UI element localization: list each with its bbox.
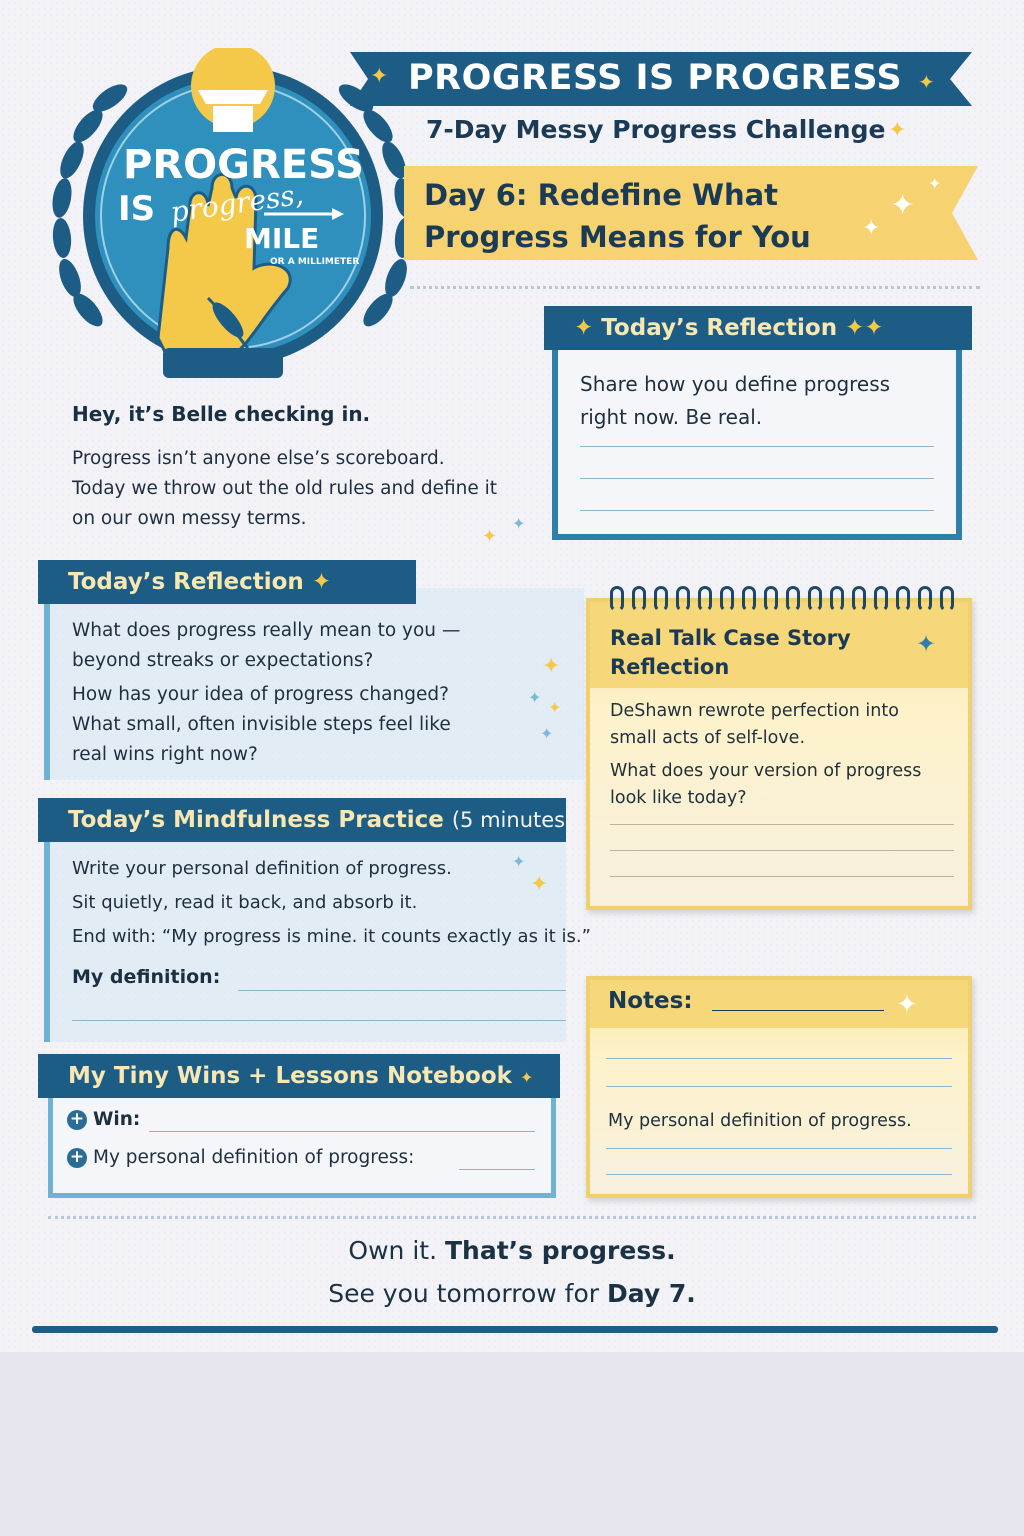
mindfulness-box [44, 830, 591, 1042]
answer-line [580, 446, 934, 447]
case-story-line-1: DeShawn rewrote perfection into [610, 701, 899, 721]
footer-own-it: Own it. [348, 1236, 438, 1265]
logo-word-progress: PROGRESS [123, 142, 364, 188]
case-story-notepad: Real Talk Case Story Reflection ✦ DeShawn rewrote perfection into small acts of self-love. What does your version of progress look like today? [586, 598, 972, 910]
challenge-subtitle: 7-Day Messy Progress Challenge [426, 115, 886, 144]
case-story-heading-2: Reflection [610, 655, 730, 679]
logo-millimeter: OR A MILLIMETER [270, 257, 360, 267]
title-banner: ✦ PROGRESS IS PROGRESS ✦ [350, 52, 972, 106]
footer-day-7: Day 7. [607, 1279, 696, 1308]
reflection-top-box [552, 330, 962, 540]
tiny-wins-header: My Tiny Wins + Lessons Notebook ✦ [38, 1054, 560, 1098]
tiny-wins-heading: My Tiny Wins + Lessons Notebook [68, 1063, 512, 1089]
definition-line[interactable] [72, 1020, 566, 1021]
win-label: Win: [93, 1109, 141, 1130]
notes-line[interactable] [606, 1174, 952, 1175]
mindfulness-line-2: Sit quietly, read it back, and absorb it. [72, 892, 418, 913]
reflection-top-prompt-2: right now. Be real. [580, 405, 763, 429]
reflection-left-line-1: What does progress really mean to you — [72, 620, 461, 641]
case-story-line-2: small acts of self-love. [610, 728, 806, 748]
footer-see-you: See you tomorrow for [328, 1279, 600, 1308]
case-story-line-4: look like today? [610, 788, 747, 808]
notes-line[interactable] [606, 1058, 952, 1059]
reflection-left-line-5: real wins right now? [72, 744, 258, 765]
reflection-top-header: ✦ Today’s Reflection ✦✦ [544, 306, 972, 350]
footer-line-1 [0, 1236, 1024, 1265]
answer-line[interactable] [610, 876, 954, 877]
reflection-left-heading: Today’s Reflection [68, 569, 304, 595]
footer-line-2 [0, 1279, 1024, 1308]
reflection-top-prompt-1: Share how you define progress [580, 372, 891, 396]
notes-line[interactable] [606, 1148, 952, 1149]
notes-title-line[interactable] [712, 1010, 884, 1011]
answer-line[interactable] [610, 824, 954, 825]
footer-thats-progress: That’s progress. [444, 1236, 676, 1265]
reflection-left-header: Today’s Reflection ✦ [38, 560, 416, 604]
answer-line[interactable] [610, 850, 954, 851]
intro-greeting: Hey, it’s Belle checking in. [72, 402, 371, 426]
intro-line-2: Today we throw out the old rules and define it [72, 478, 498, 499]
intro-section [72, 402, 542, 534]
logo-word-is: IS [118, 189, 156, 229]
day-banner: Day 6: Redefine What Progress Means for You ✦ ✦ ✦ [404, 166, 978, 260]
reflection-left-line-3: How has your idea of progress changed? [72, 684, 449, 705]
reflection-left-line-4: What small, often invisible steps feel like [72, 714, 451, 735]
case-story-heading-1: Real Talk Case Story [610, 626, 851, 650]
my-definition-label: My definition: [72, 966, 221, 988]
intro-line-1: Progress isn’t anyone else’s scoreboard. [72, 448, 445, 469]
page-title: PROGRESS IS PROGRESS [408, 58, 903, 98]
tiny-wins-box [48, 1086, 556, 1198]
intro-line-3: on our own messy terms. [72, 508, 307, 529]
definition-line[interactable] [238, 990, 566, 991]
notes-text: My personal definition of progress. [608, 1111, 912, 1131]
reflection-left-box [44, 588, 584, 780]
divider-top [410, 286, 980, 289]
answer-line [580, 478, 934, 479]
divider-bottom [48, 1216, 976, 1219]
logo-word-mile: MILE [244, 222, 320, 255]
mindfulness-line-1: Write your personal definition of progress. [72, 858, 452, 879]
footer-rule [32, 1326, 998, 1333]
answer-line [580, 510, 934, 511]
day-title-line-2: Progress Means for You [424, 220, 811, 254]
definition-line[interactable] [459, 1169, 535, 1170]
add-icon: + [67, 1110, 87, 1130]
notes-line[interactable] [606, 1086, 952, 1087]
reflection-top-heading: Today’s Reflection [601, 315, 838, 341]
case-story-line-3: What does your version of progress [610, 761, 922, 781]
notes-notepad: Notes: ✦ My personal definition of progress. [586, 976, 972, 1198]
add-icon: + [67, 1148, 87, 1168]
win-line[interactable] [149, 1131, 535, 1132]
mindfulness-line-3: End with: “My progress is mine. it counts exactly as it is.” [72, 926, 591, 947]
logo-script-progress: progress, [168, 177, 306, 229]
mindfulness-duration: (5 minutes) [451, 808, 574, 832]
notes-label: Notes: [608, 988, 693, 1014]
bottom-margin [0, 1352, 1024, 1536]
mindfulness-header [38, 798, 574, 842]
notebook-definition-label: My personal definition of progress: [93, 1147, 415, 1168]
day-title-line-1: Day 6: Redefine What [424, 178, 779, 212]
mindfulness-heading: Today’s Mindfulness Practice [68, 807, 444, 833]
reflection-left-line-2: beyond streaks or expectations? [72, 650, 374, 671]
